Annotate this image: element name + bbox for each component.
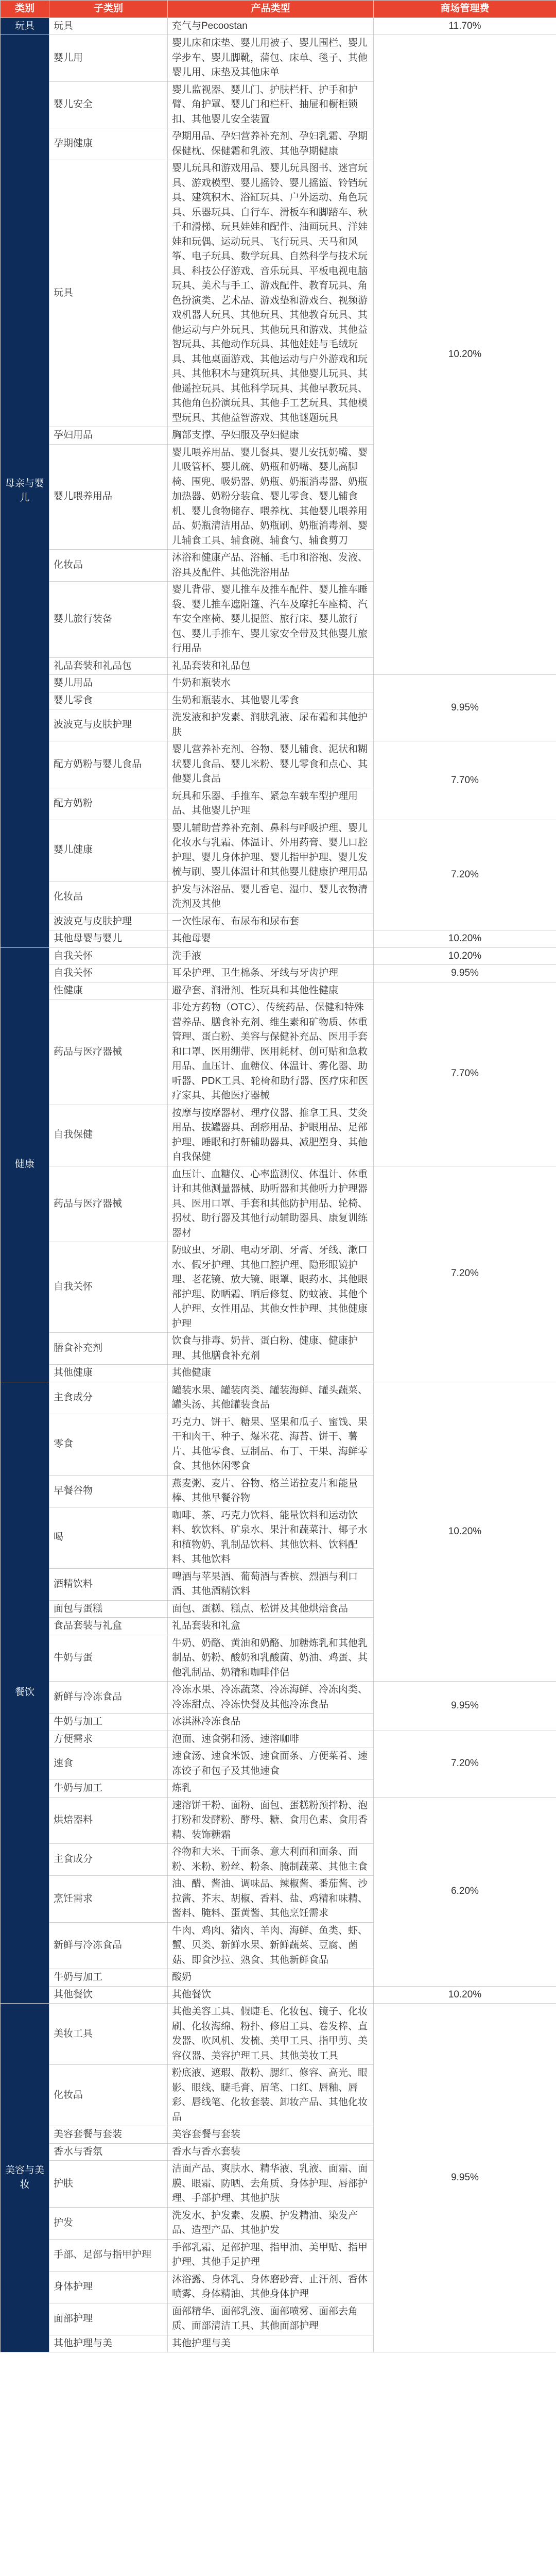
product-type-cell: 啤酒与苹果酒、葡萄酒与香槟、烈酒与利口酒、其他酒精饮料: [168, 1569, 374, 1601]
subcategory-cell: 牛奶与蛋: [49, 1635, 168, 1682]
subcategory-cell: 婴儿旅行装备: [49, 582, 168, 658]
product-type-cell: 速溶饼干粉、面粉、面包、蛋糕粉预拌粉、泡打粉和发酵粉、酵母、糖、食用色素、食用香精、装饰糖霜: [168, 1798, 374, 1844]
product-type-cell: 婴儿营养补充剂、谷物、婴儿辅食、泥状和糊状婴儿食品、婴儿米粉、婴儿零食和点心、其他婴儿食品: [168, 741, 374, 788]
product-type-cell: 其他美容工具、假睫毛、化妆包、镜子、化妆刷、化妆海绵、粉扑、修眉工具、卷发棒、直发器、吹风机、发梳、美甲工具、指甲剪、美容仪器、美容护理工具、其他美妆工具: [168, 2004, 374, 2065]
subcategory-cell: 膳食补充剂: [49, 1333, 168, 1365]
subcategory-cell: 婴儿用品: [49, 675, 168, 692]
subcategory-cell: 其他护理与美: [49, 2335, 168, 2353]
product-type-cell: 燕麦粥、麦片、谷物、格兰诺拉麦片和能量棒、其他早餐谷物: [168, 1476, 374, 1507]
category-cell: 健康: [1, 948, 49, 1382]
header-fee: 商场管理费: [374, 1, 556, 18]
product-type-cell: 礼品套装和礼品包: [168, 658, 374, 675]
product-type-cell: 胸部支撑、孕妇服及孕妇健康: [168, 427, 374, 445]
subcategory-cell: 身体护理: [49, 2272, 168, 2303]
product-type-cell: 谷物和大米、干面条、意大利面和面条、面粉、米粉、粉丝、粉条、腌制蔬菜、其他主食: [168, 1844, 374, 1876]
product-type-cell: 其他护理与美: [168, 2335, 374, 2353]
subcategory-cell: 新鲜与冷冻食品: [49, 1923, 168, 1970]
fee-cell: 10.20%: [374, 35, 556, 675]
product-type-cell: 生奶和瓶装水、其他婴儿零食: [168, 692, 374, 710]
product-type-cell: 巧克力、饼干、糖果、坚果和瓜子、蜜饯、果干和肉干、种子、爆米花、海苔、饼干、薯片、其他零食、豆制品、布丁、干果、海鲜零食、其他休闲零食: [168, 1414, 374, 1476]
product-type-cell: 避孕套、润滑剂、性玩具和其他性健康: [168, 982, 374, 1000]
fee-cell: 7.70%: [374, 982, 556, 1166]
subcategory-cell: 婴儿喂养用品: [49, 445, 168, 550]
subcategory-cell: 面包与蛋糕: [49, 1601, 168, 1618]
product-type-cell: 牛奶、奶酪、黄油和奶酪、加糖炼乳和其他乳制品、奶粉、酸奶和乳酸菌、奶油、鸡蛋、其他乳制品、奶精和咖啡伴侣: [168, 1635, 374, 1682]
subcategory-cell: 孕妇用品: [49, 427, 168, 445]
subcategory-cell: 早餐谷物: [49, 1476, 168, 1507]
product-type-cell: 其他母婴: [168, 930, 374, 948]
product-type-cell: 炼乳: [168, 1780, 374, 1798]
fee-cell: 10.20%: [374, 1382, 556, 1682]
product-type-cell: 沐浴露、身体乳、身体磨砂膏、止汗剂、香体喷雾、身体精油、其他身体护理: [168, 2272, 374, 2303]
subcategory-cell: 其他母婴与婴儿: [49, 930, 168, 948]
subcategory-cell: 自我关怀: [49, 965, 168, 982]
subcategory-cell: 药品与医疗器械: [49, 1166, 168, 1243]
subcategory-cell: 婴儿健康: [49, 820, 168, 882]
product-type-cell: 粉底液、遮瑕、散粉、腮红、修容、高光、眼影、眼线、睫毛膏、眉笔、口红、唇釉、唇彩、唇线笔、化妆套装、卸妆产品、其他化妆品: [168, 2065, 374, 2126]
product-type-cell: 牛奶和瓶装水: [168, 675, 374, 692]
subcategory-cell: 婴儿用: [49, 35, 168, 82]
subcategory-cell: 孕期健康: [49, 128, 168, 160]
subcategory-cell: 护发: [49, 2208, 168, 2240]
fee-cell: 9.95%: [374, 675, 556, 741]
product-type-cell: 耳朵护理、卫生棉条、牙线与牙齿护理: [168, 965, 374, 982]
subcategory-cell: 酒精饮料: [49, 1569, 168, 1601]
header-subcategory: 子类别: [49, 1, 168, 18]
subcategory-cell: 自我关怀: [49, 1242, 168, 1333]
fee-cell: 10.20%: [374, 948, 556, 965]
category-cell: 玩具: [1, 18, 49, 36]
subcategory-cell: 牛奶与加工: [49, 1780, 168, 1798]
subcategory-cell: 香水与香氛: [49, 2144, 168, 2161]
fee-cell: 10.20%: [374, 930, 556, 948]
product-type-cell: 婴儿喂养用品、婴儿餐具、婴儿安抚奶嘴、婴儿吸管杯、婴儿碗、奶瓶和奶嘴、婴儿高脚椅、围兜、吸奶器、奶瓶、奶瓶消毒器、奶瓶加热器、奶粉分装盒、婴儿零食、婴儿辅食机、婴儿食物储存、喂养枕、其他婴儿喂养用品、奶瓶清洁用品、奶瓶刷、奶瓶消毒剂、婴儿辅食工具、辅食碗、辅食勺、辅食剪刀: [168, 445, 374, 550]
subcategory-cell: 面部护理: [49, 2303, 168, 2335]
subcategory-cell: 婴儿安全: [49, 82, 168, 129]
subcategory-cell: 玩具: [49, 18, 168, 36]
subcategory-cell: 食品套装与礼盒: [49, 1618, 168, 1635]
subcategory-cell: 波波克与皮肤护理: [49, 709, 168, 741]
subcategory-cell: 化妆品: [49, 882, 168, 913]
product-type-cell: 酸奶: [168, 1969, 374, 1987]
product-type-cell: 洗发水、护发素、发膜、护发精油、染发产品、造型产品、其他护发: [168, 2208, 374, 2240]
product-type-cell: 防蚊虫、牙刷、电动牙刷、牙膏、牙线、漱口水、假牙护理、其他口腔护理、隐形眼镜护理、老花镜、放大镜、眼罩、眼药水、其他眼部护理、防晒霜、晒后修复、防蚊液、其他个人护理、女性用品、其他女性护理、其他健康护理: [168, 1242, 374, 1333]
product-type-cell: 饮食与排毒、奶昔、蛋白粉、健康、健康护理、其他膳食补充剂: [168, 1333, 374, 1365]
product-type-cell: 婴儿辅助营养补充剂、鼻科与呼吸护理、婴儿化妆水与乳霜、体温计、外用药膏、婴儿口腔护理、婴儿身体护理、婴儿指甲护理、婴儿发梳与刷、婴儿体温计和其他婴儿健康护理用品: [168, 820, 374, 882]
product-type-cell: 美容套餐与套装: [168, 2126, 374, 2144]
subcategory-cell: 其他健康: [49, 1365, 168, 1382]
product-type-cell: 婴儿背带、婴儿推车及推车配件、婴儿推车睡袋、婴儿推车遮阳篷、汽车及摩托车座椅、汽车安全座椅、婴儿提篮、旅行床、婴儿旅行包、婴儿手推车、婴儿家安全带及其他婴儿旅行用品: [168, 582, 374, 658]
subcategory-cell: 自我保健: [49, 1105, 168, 1166]
product-type-cell: 充气与Pecoostan: [168, 18, 374, 36]
subcategory-cell: 喝: [49, 1507, 168, 1569]
subcategory-cell: 其他餐饮: [49, 1987, 168, 2004]
product-type-cell: 泡面、速食粥和汤、速溶咖啡: [168, 1731, 374, 1749]
subcategory-cell: 玩具: [49, 160, 168, 427]
product-type-cell: 非处方药物（OTC）、传统药品、保健和特殊营养品、膳食补充剂、维生素和矿物质、体重管理、蛋白粉、美容与保健补充品、医用手套和口罩、医用绷带、医用耗材、创可贴和急救用品、血压计、血糖仪、体温计、雾化器、助听器、PDK工具、轮椅和助行器、医疗床和医疗家具、其他医疗器械: [168, 999, 374, 1105]
subcategory-cell: 手部、足部与指甲护理: [49, 2240, 168, 2272]
subcategory-cell: 方便需求: [49, 1731, 168, 1749]
product-type-cell: 玩具和乐器、手推车、紧急车载车型护理用品、其他婴儿护理: [168, 788, 374, 820]
category-cell: 餐饮: [1, 1382, 49, 2004]
fee-cell: 10.20%: [374, 1987, 556, 2004]
fee-cell: 11.70%: [374, 18, 556, 36]
category-cell: 美容与美妆: [1, 2004, 49, 2352]
product-type-cell: 护发与沐浴品、婴儿香皂、湿巾、婴儿衣物清洗剂及其他: [168, 882, 374, 913]
product-type-cell: 洗手液: [168, 948, 374, 965]
subcategory-cell: 主食成分: [49, 1382, 168, 1414]
subcategory-cell: 烘焙器料: [49, 1798, 168, 1844]
product-type-cell: 面部精华、面部乳液、面部喷雾、面部去角质、面部清洁工具、其他面部护理: [168, 2303, 374, 2335]
subcategory-cell: 礼品套装和礼品包: [49, 658, 168, 675]
product-type-cell: 孕期用品、孕妇营养补充剂、孕妇乳霜、孕期保健枕、保健霜和乳液、其他孕期健康: [168, 128, 374, 160]
subcategory-cell: 自我关怀: [49, 948, 168, 965]
product-type-cell: 罐装水果、罐装肉类、罐装海鲜、罐头蔬菜、罐头汤、其他罐装食品: [168, 1382, 374, 1414]
product-type-cell: 其他餐饮: [168, 1987, 374, 2004]
subcategory-cell: 婴儿零食: [49, 692, 168, 710]
product-type-cell: 沐浴和健康产品、浴桶、毛巾和浴袍、发液、浴具及配件、其他洗浴用品: [168, 550, 374, 582]
product-type-cell: 洁面产品、爽肤水、精华液、乳液、面霜、面膜、眼霜、防晒、去角质、身体护理、唇部护理、手部护理、其他护肤: [168, 2161, 374, 2208]
subcategory-cell: 化妆品: [49, 550, 168, 582]
subcategory-cell: 速食: [49, 1748, 168, 1780]
product-type-cell: 其他健康: [168, 1365, 374, 1382]
fee-cell: 9.95%: [374, 2004, 556, 2352]
product-type-cell: 牛肉、鸡肉、猪肉、羊肉、海鲜、鱼类、虾、蟹、贝类、新鲜水果、新鲜蔬菜、豆腐、菌菇、即食沙拉、熟食、其他新鲜食品: [168, 1923, 374, 1970]
fee-cell: 7.20%: [374, 820, 556, 931]
subcategory-cell: 美容套餐与套装: [49, 2126, 168, 2144]
header-product-type: 产品类型: [168, 1, 374, 18]
product-type-cell: 按摩与按摩器材、理疗仪器、推拿工具、艾灸用品、拔罐器具、刮痧用品、护眼用品、足部护理、睡眠和打鼾辅助器具、减肥塑身、其他自我保健: [168, 1105, 374, 1166]
category-cell: 母亲与婴儿: [1, 35, 49, 948]
product-type-cell: 香水与香水套装: [168, 2144, 374, 2161]
product-type-cell: 一次性尿布、布尿布和尿布套: [168, 913, 374, 931]
fee-cell: 9.95%: [374, 965, 556, 982]
subcategory-cell: 配方奶粉: [49, 788, 168, 820]
product-type-cell: 礼品套装和礼盒: [168, 1618, 374, 1635]
subcategory-cell: 化妆品: [49, 2065, 168, 2126]
subcategory-cell: 零食: [49, 1414, 168, 1476]
subcategory-cell: 主食成分: [49, 1844, 168, 1876]
fee-cell: 6.20%: [374, 1798, 556, 1987]
product-type-cell: 咖啡、茶、巧克力饮料、能量饮料和运动饮料、软饮料、矿泉水、果汁和蔬菜汁、椰子水和植物奶、乳制品饮料、其他饮料、饮料配料、其他饮料: [168, 1507, 374, 1569]
fee-cell: 7.20%: [374, 1166, 556, 1382]
subcategory-cell: 美妆工具: [49, 2004, 168, 2065]
product-type-cell: 手部乳霜、足部护理、指甲油、美甲贴、指甲护理、其他手足护理: [168, 2240, 374, 2272]
subcategory-cell: 配方奶粉与婴儿食品: [49, 741, 168, 788]
subcategory-cell: 波波克与皮肤护理: [49, 913, 168, 931]
product-type-cell: 冷冻水果、冷冻蔬菜、冷冻海鲜、冷冻肉类、冷冻甜点、冷冻快餐及其他冷冻食品: [168, 1682, 374, 1714]
product-type-cell: 面包、蛋糕、糕点、松饼及其他烘焙食品: [168, 1601, 374, 1618]
product-type-cell: 洗发液和护发素、润肤乳液、尿布霜和其他护肤: [168, 709, 374, 741]
product-type-cell: 婴儿监视器、婴儿门、护肤栏杆、护手和护臂、角护罩、婴儿门和栏杆、抽屉和橱柜锁扣、其他婴儿安全装置: [168, 82, 374, 129]
subcategory-cell: 牛奶与加工: [49, 1714, 168, 1731]
product-type-cell: 婴儿床和床垫、婴儿用被子、婴儿围栏、婴儿学步车、婴儿脚靴，蒲包、床单、毯子、其他婴儿用、床垫及其他床单: [168, 35, 374, 82]
product-type-cell: 速食汤、速食米饭、速食面条、方便菜肴、速冻饺子和包子及其他速食: [168, 1748, 374, 1780]
product-type-cell: 婴儿玩具和游戏用品、婴儿玩具图书、迷宫玩具、游戏模型、婴儿摇铃、婴儿摇篮、铃铛玩具、建筑积木、浴缸玩具、户外运动、角色玩具、乐器玩具、自行车、滑板车和脚踏车、秋千和滑梯、玩具娃娃和配件、油画玩具、洋娃娃和玩偶、运动玩具、飞行玩具、天马和风筝、电子玩具、数学玩具、自然科学与技术玩具、科技公仔游戏、音乐玩具、平板电视电脑玩具、美术与手工、游戏配件、教育玩具、角色扮演类、艺术品、游戏垫和游戏台、视频游戏机器人玩具、其他玩具、其他教育玩具、其他运动与户外玩具、其他玩具和游戏、其他益智玩具、其他动作玩具、其他娃娃与毛绒玩具、其他桌面游戏、其他运动与户外游戏和玩具、其他积木与建筑玩具、其他婴儿玩具、其他遥控玩具、其他科学玩具、其他早教玩具、其他角色扮演玩具、其他手工艺玩具、其他模型玩具、其他益智游戏、其他谜题玩具: [168, 160, 374, 427]
header-category: 类别: [1, 1, 49, 18]
subcategory-cell: 药品与医疗器械: [49, 999, 168, 1105]
subcategory-cell: 牛奶与加工: [49, 1969, 168, 1987]
fee-cell: 7.20%: [374, 1731, 556, 1798]
fee-cell: 7.70%: [374, 741, 556, 820]
subcategory-cell: 新鲜与冷冻食品: [49, 1682, 168, 1714]
subcategory-cell: 性健康: [49, 982, 168, 1000]
fee-cell: 9.95%: [374, 1682, 556, 1731]
product-type-cell: 血压计、血糖仪、心率监测仪、体温计、体重计和其他测量器械、助听器和其他听力护理器具、医用口罩、手套和其他防护用品、轮椅、拐杖、助行器及其他行动辅助器具、康复训练器材: [168, 1166, 374, 1243]
product-type-cell: 冰淇淋冷冻食品: [168, 1714, 374, 1731]
subcategory-cell: 烹饪需求: [49, 1876, 168, 1923]
subcategory-cell: 护肤: [49, 2161, 168, 2208]
product-type-cell: 油、醋、酱油、调味品、辣椒酱、番茄酱、沙拉酱、芥末、胡椒、香料、盐、鸡精和味精、酱料、腌料、蛋黄酱、其他烹饪需求: [168, 1876, 374, 1923]
